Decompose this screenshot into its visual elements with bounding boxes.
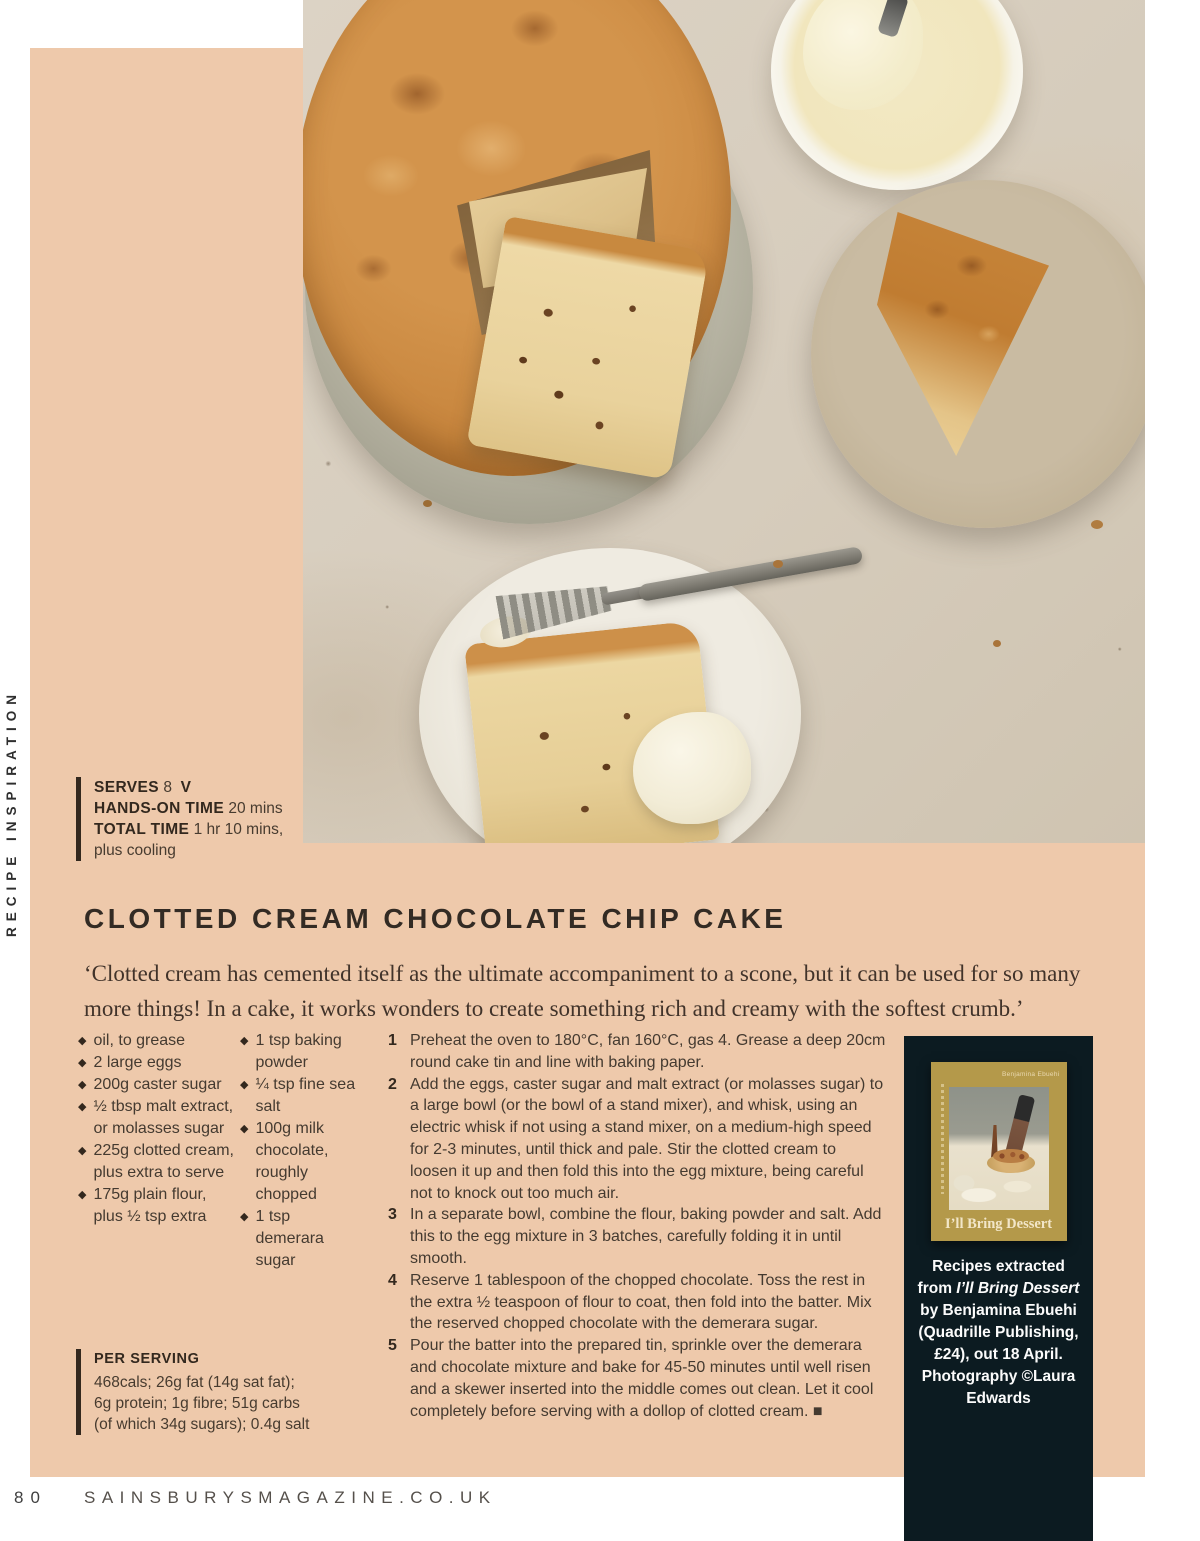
book-cover-author: Benjamina Ebuehi — [1001, 1071, 1060, 1078]
diamond-bullet-icon: ◆ — [240, 1035, 249, 1047]
vegetarian-badge: V — [180, 779, 192, 796]
section-label-vertical: RECIPE INSPIRATION — [4, 688, 19, 937]
ingredient-item — [78, 1052, 234, 1074]
cut-cake-slice — [466, 216, 709, 480]
step-text: Add the eggs, caster sugar and malt extract (or molasses sugar) to a large bowl (or the bowl of a stand mixer), and whisk, using an electric whisk if not using a stand mixer, on a medium-high speed for 2-3 minutes, until thick and pale. Stir the clotted cream to loosen it up and then fold this into the egg mixture, being careful not to knock out too much air. — [410, 1075, 884, 1202]
credit-suffix: by Benjamina Ebuehi (Quadrille Publishing, £24), out 18 April. Photography ©Laura Edwards — [918, 1302, 1079, 1407]
ingredient-text: 175g plain flour, plus ½ tsp extra — [93, 1186, 207, 1225]
recipe-intro-quote: ‘Clotted cream has cemented itself as the ultimate accompaniment to a scone, but it can be used for so many more things! In a cake, it works wonders to create something rich and creamy with the softest crumb.’ — [84, 961, 1081, 1021]
ingredient-item — [240, 1206, 360, 1272]
ingredient-text: 200g caster sugar — [93, 1076, 222, 1093]
ingredient-text: 100g milk chocolate, roughly chopped — [255, 1120, 329, 1203]
diamond-bullet-icon: ◆ — [78, 1101, 87, 1113]
buns-illustration — [993, 1149, 1029, 1163]
method-step — [388, 1335, 886, 1422]
ingredient-text: 2 large eggs — [93, 1054, 182, 1071]
diamond-bullet-icon: ◆ — [240, 1211, 249, 1223]
ingredient-text: ¼ tsp fine sea salt — [255, 1076, 356, 1115]
cake-photo — [303, 0, 1145, 843]
fork-handle — [638, 546, 864, 602]
step-number: 3 — [388, 1206, 397, 1224]
hands-on-time-label: HANDS-ON TIME — [94, 800, 225, 817]
serves-value: 8 — [163, 779, 172, 796]
serves-label: SERVES — [94, 779, 160, 796]
diamond-bullet-icon: ◆ — [78, 1057, 87, 1069]
method-step — [388, 1030, 886, 1074]
hands-on-time-value: 20 mins — [228, 800, 283, 817]
diamond-bullet-icon: ◆ — [78, 1145, 87, 1157]
book-promo-box — [904, 1036, 1093, 1541]
step-text: Pour the batter into the prepared tin, sprinkle over the demerara and chocolate mixture and bake for 45-50 minutes until well risen and a skewer inserted into the middle comes out clean. Let it cool completely before serving with a dollop of clotted cream. ■ — [410, 1337, 874, 1420]
method-steps — [388, 1030, 886, 1422]
ingredient-item — [78, 1184, 234, 1228]
plates-illustration — [953, 1173, 1045, 1207]
diamond-bullet-icon: ◆ — [78, 1189, 87, 1201]
ingredient-item — [78, 1140, 234, 1184]
per-serving-info — [76, 1349, 316, 1435]
ingredient-item — [240, 1074, 360, 1118]
step-text: Reserve 1 tablespoon of the chopped chocolate. Toss the rest in the extra ½ teaspoon of flour to coat, then fold into the batter. Mix the reserved chopped chocolate with the demerara sugar. — [410, 1271, 872, 1333]
ingredients-column-1 — [78, 1030, 234, 1228]
cake-crumb — [773, 560, 783, 568]
method-step — [388, 1074, 886, 1205]
credit-prefix: Recipes extracted from — [917, 1258, 1065, 1297]
credit-book-title: I’ll Bring Dessert — [956, 1280, 1080, 1297]
ingredient-text: ½ tbsp malt extract, or molasses sugar — [93, 1098, 234, 1137]
recipe-title: CLOTTED CREAM CHOCOLATE CHIP CAKE — [84, 902, 787, 934]
per-serving-text: 468cals; 26g fat (14g sat fat); 6g protein; 1g fibre; 51g carbs (of which 34g sugars); 0.4g salt — [94, 1374, 310, 1433]
cake-crumb — [1091, 520, 1103, 529]
method-step — [388, 1270, 886, 1335]
step-number: 4 — [388, 1271, 397, 1289]
ingredient-text: 225g clotted cream, plus extra to serve — [93, 1142, 234, 1181]
book-cover-photo — [949, 1087, 1049, 1210]
cake-crumb — [423, 500, 432, 507]
ingredient-text: 1 tsp baking powder — [255, 1032, 342, 1071]
book-cover-title: I’ll Bring Dessert — [944, 1216, 1053, 1232]
book-credit-text — [915, 1256, 1082, 1410]
ingredient-text: oil, to grease — [93, 1032, 186, 1049]
step-number: 1 — [388, 1032, 397, 1049]
method-step — [388, 1204, 886, 1269]
magazine-website: SAINSBURYSMAGAZINE.CO.UK — [84, 1488, 497, 1507]
ingredient-item — [240, 1118, 360, 1206]
book-cover — [931, 1062, 1067, 1241]
cream-dollop — [633, 712, 751, 824]
serving-info — [76, 777, 294, 861]
step-text: In a separate bowl, combine the flour, baking powder and salt. Add this to the egg mixture in 3 batches, carefully folding it in until smooth. — [410, 1206, 882, 1267]
ingredient-item — [78, 1030, 234, 1052]
fork-tines — [496, 577, 614, 640]
page-number: 80 — [14, 1488, 47, 1507]
per-serving-label: PER SERVING — [94, 1351, 200, 1367]
cake-crumb — [993, 640, 1001, 647]
diamond-bullet-icon: ◆ — [240, 1079, 249, 1091]
total-time-value: 1 hr 10 mins, plus cooling — [94, 821, 284, 859]
ingredient-text: 1 tsp demerara sugar — [255, 1208, 324, 1269]
step-text: Preheat the oven to 180°C, fan 160°C, gas 4. Grease a deep 20cm round cake tin and line with baking paper. — [410, 1032, 886, 1071]
ingredient-item — [78, 1074, 234, 1096]
ingredient-item — [78, 1096, 234, 1140]
step-number: 2 — [388, 1075, 397, 1093]
step-number: 5 — [388, 1337, 397, 1355]
ingredients-column-2 — [240, 1030, 360, 1272]
diamond-bullet-icon: ◆ — [240, 1123, 249, 1135]
ingredient-item — [240, 1030, 360, 1074]
diamond-bullet-icon: ◆ — [78, 1079, 87, 1091]
total-time-label: TOTAL TIME — [94, 821, 190, 838]
diamond-bullet-icon: ◆ — [78, 1035, 87, 1047]
cover-spine-text-decoration — [941, 1084, 944, 1194]
